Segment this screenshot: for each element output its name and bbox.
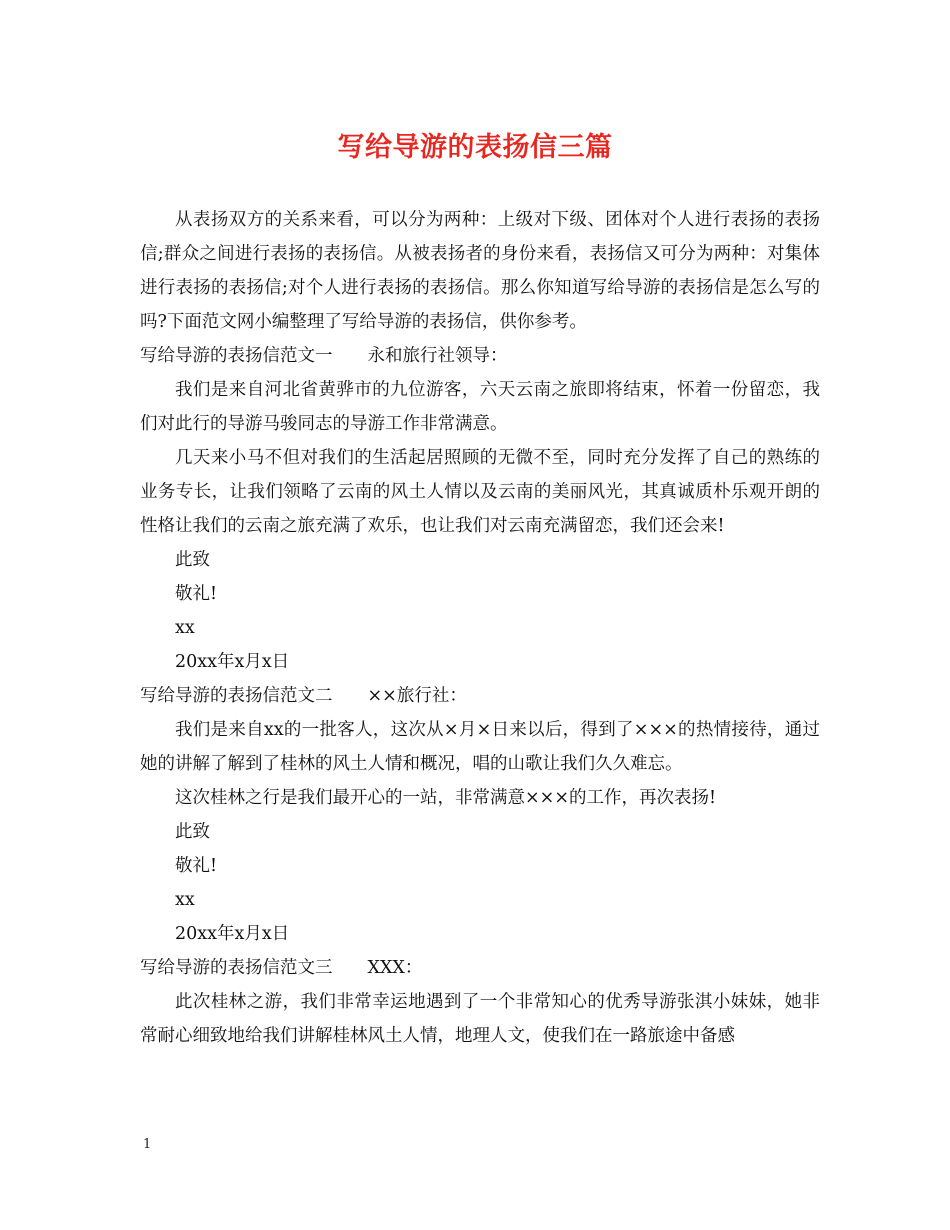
paragraph-sample-one-body-1: 我们是来自河北省黄骅市的九位游客，六天云南之旅即将结束，怀着一份留恋，我们对此行的导游马骏同志的导游工作非常满意。 bbox=[140, 380, 820, 434]
paragraph-sample-two-body-1: 我们是来自xx的一批客人，这次从×月×日来以后，得到了×××的热情接待，通过她的讲解了解到了桂林的风土人情和概况，唱的山歌让我们久久难忘。 bbox=[140, 720, 820, 774]
paragraph-date-2: 20xx年x月x日 bbox=[175, 924, 290, 944]
paragraph-closing-salute-1: 此致 bbox=[175, 550, 210, 570]
paragraph-closing-salute-2: 此致 bbox=[175, 822, 210, 842]
paragraph-sample-one-heading: 写给导游的表扬信范文一 永和旅行社领导： bbox=[140, 346, 508, 366]
paragraph-signature-1: xx bbox=[175, 618, 195, 638]
paragraph-sample-two-heading: 写给导游的表扬信范文二 ××旅行社： bbox=[140, 686, 467, 706]
paragraph-sample-one-body-2: 几天来小马不但对我们的生活起居照顾的无微不至，同时充分发挥了自己的熟练的业务专长，让我们领略了云南的风土人情以及云南的美丽风光，其真诚质朴乐观开朗的性格让我们的云南之旅充满了欢乐，也让我们对云南充满留恋，我们还会来! bbox=[140, 448, 820, 536]
paragraph-sample-three-heading: 写给导游的表扬信范文三 XXX： bbox=[140, 958, 423, 978]
page-number: 1 bbox=[143, 1137, 152, 1152]
paragraph-closing-regards-1: 敬礼! bbox=[175, 584, 218, 604]
paragraph-closing-regards-2: 敬礼! bbox=[175, 856, 218, 876]
paragraph-sample-two-body-2: 这次桂林之行是我们最开心的一站，非常满意×××的工作，再次表扬! bbox=[175, 788, 717, 808]
document-title: 写给导游的表扬信三篇 bbox=[337, 132, 613, 163]
paragraph-intro: 从表扬双方的关系来看，可以分为两种：上级对下级、团体对个人进行表扬的表扬信;群众之间进行表扬的表扬信。从被表扬者的身份来看，表扬信又可分为两种：对集体进行表扬的表扬信;对个人进行表扬的表扬信。那么你知道写给导游的表扬信是怎么写的吗?下面范文网小编整理了写给导游的表扬信，供你参考。 bbox=[140, 210, 820, 332]
paragraph-date-1: 20xx年x月x日 bbox=[175, 652, 290, 672]
paragraph-sample-three-body-1: 此次桂林之游，我们非常幸运地遇到了一个非常知心的优秀导游张淇小妹妹，她非常耐心细致地给我们讲解桂林风土人情，地理人文，使我们在一路旅途中备感 bbox=[140, 992, 820, 1046]
document-body bbox=[140, 203, 820, 1053]
paragraph-signature-2: xx bbox=[175, 890, 195, 910]
